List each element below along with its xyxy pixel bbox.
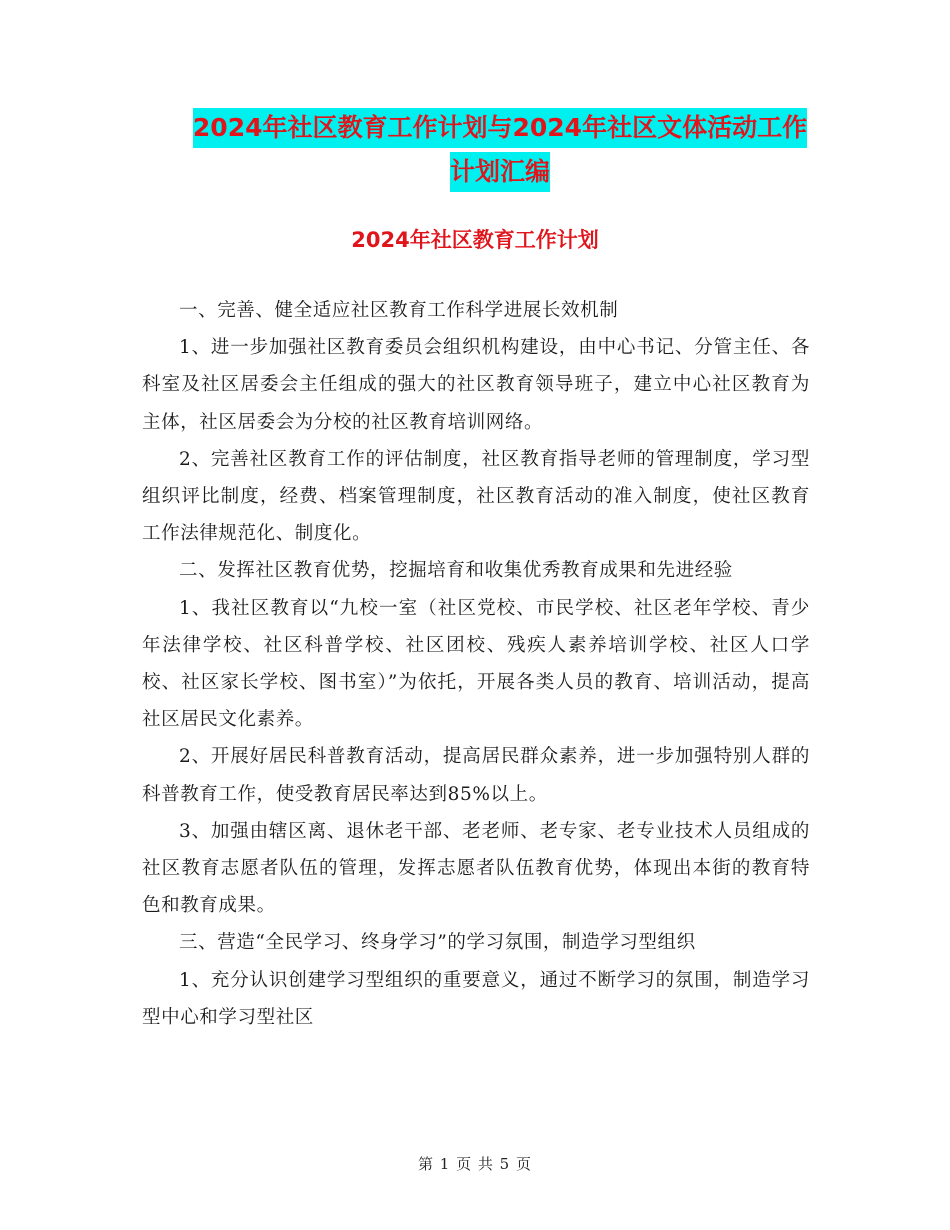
page-number-footer: 第 1 页 共 5 页 [418,1155,532,1173]
document-body [142,292,810,1036]
paragraph: 一、完善、健全适应社区教育工作科学进展长效机制 [179,300,619,321]
document-title-line-1-text: 2024年社区教育工作计划与2024年社区文体活动工作 [193,108,807,148]
document-title-line-2 [140,159,860,184]
paragraph: 1、进一步加强社区教育委员会组织机构建设，由中心书记、分管主任、各科室及社区居委会主任组成的强大的社区教育领导班子，建立中心社区教育为主体，社区居委会为分校的社区教育培训网络。 [142,337,810,433]
paragraph: 3、加强由辖区离、退休老干部、老老师、老专家、老专业技术人员组成的社区教育志愿者队伍的管理，发挥志愿者队伍教育优势，体现出本街的教育特色和教育成果。 [142,820,810,917]
paragraph: 2、完善社区教育工作的评估制度，社区教育指导老师的管理制度，学习型组织评比制度，经费、档案管理制度，社区教育活动的准入制度，使社区教育工作法律规范化、制度化。 [142,448,810,545]
document-title-line-1 [140,115,860,140]
paragraph: 1、我社区教育以“九校一室（社区党校、市民学校、社区老年学校、青少年法律学校、社区科普学校、社区团校、残疾人素养培训学校、社区人口学校、社区家长学校、图书室）”为依托，开展各类人员的教育、培训活动，提高社区居民文化素养。 [142,597,810,731]
document-title-line-2-text: 计划汇编 [450,152,550,192]
paragraph: 三、营造“全民学习、终身学习”的学习氛围，制造学习型组织 [179,932,696,954]
paragraph: 2、开展好居民科普教育活动，提高居民群众素养，进一步加强特别人群的科普教育工作，使受教育居民率达到85%以上。 [142,746,810,805]
section-title: 2024年社区教育工作计划 [351,228,599,252]
paragraph: 二、发挥社区教育优势，挖掘培育和收集优秀教育成果和先进经验 [179,560,733,582]
paragraph: 1、充分认识创建学习型组织的重要意义，通过不断学习的氛围，制造学习型中心和学习型社区 [142,969,810,1028]
